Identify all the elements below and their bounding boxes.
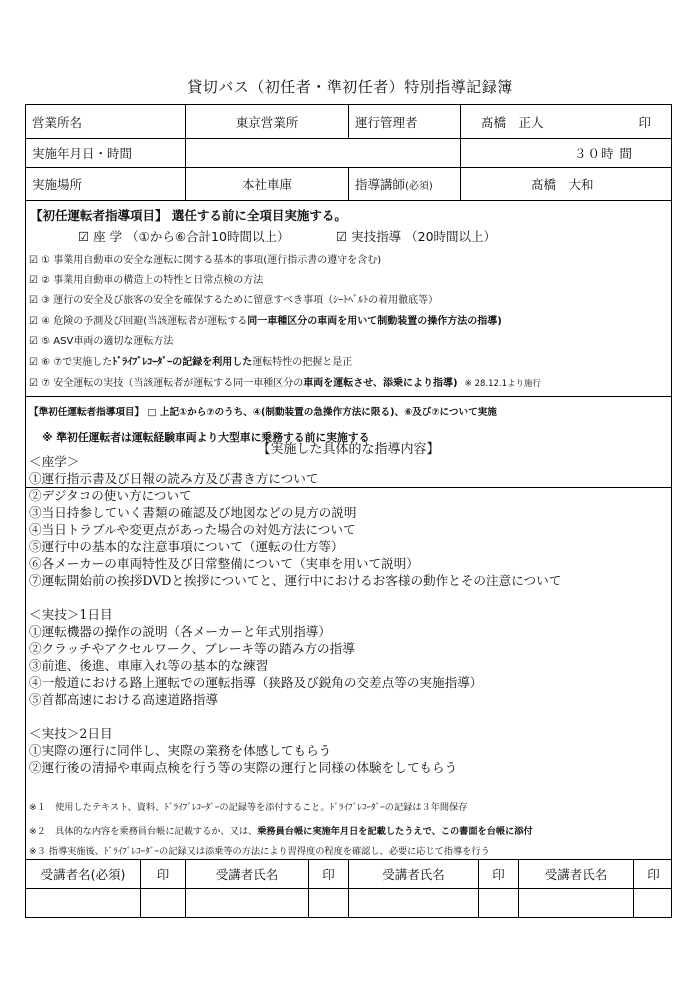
date-value [186,139,461,167]
signature-header-row [26,859,671,888]
item-6: ☑ ⑥ ⑦で実施したﾄﾞﾗｲﾌﾞﾚｺｰﾀﾞｰの記録を利用した運転特性の把握と是正 [29,357,353,368]
manager-field [461,105,673,138]
sig-seal-field[interactable] [141,889,186,917]
instructor-value: 髙橋 大和 [531,177,594,192]
office-label: 営業所名 [26,105,186,138]
items-divider [26,396,671,397]
content-line: ④当日トラブルや変更点があった場合の対処方法について [29,522,356,537]
note-1: ※１ 使用したテキスト、資料、ﾄﾞﾗｲﾌﾞﾚｺｰﾀﾞｰの記録等を添付すること。ﾄﾞﾗｲﾌﾞﾚｺｰﾀﾞｰの記録は３年間保存 [29,802,468,813]
instructor-label: 指導講師 [355,177,406,192]
content-line: ＜座学＞ [29,454,80,469]
item-7-bold: 車両を運転させ、添乗により指導) [303,378,458,389]
content-line: ⑤首都高速における高速道路指導 [29,692,218,707]
signature-input-row [26,888,671,917]
item-5: ☑ ⑤ ASV車両の適切な運転方法 [29,336,174,347]
sig-seal: 印 [479,860,519,888]
sig-col2-label: 受講者氏名 [186,860,309,888]
office-value: 東京営業所 [186,105,349,138]
content-line: ①運行指示書及び日報の読み方及び書き方について [29,471,319,486]
sig-seal: 印 [309,860,349,888]
manager-label: 運行管理者 [349,105,461,138]
manager-seal: 印 [638,114,651,130]
practice-check: ☑ 実技指導 （20時間以上） [336,229,497,244]
content-line: ③前進、後進、車庫入れ等の基本的な練習 [29,658,269,673]
note-3: ※３ 指導実施後、ﾄﾞﾗｲﾌﾞﾚｺｰﾀﾞｰの記録又は添乗等の方法により習得度の程度を確認し、必要に応じて指導を行う [29,846,490,857]
sig-seal-field[interactable] [479,889,519,917]
record-form [25,104,672,918]
content-line: ①運転機器の操作の説明（各メーカーと年式別指導） [29,624,331,639]
items-heading: 【初任運転者指導項目】 選任する前に全項目実施する。 [30,208,347,223]
content-line: ①実際の運行に同伴し、実際の業務を体感してもらう [29,743,332,758]
item-3: ☑ ③ 運行の安全及び旅客の安全を確保するために留意すべき事項（ｼｰﾄﾍﾞﾙﾄの着用徹底等） [29,295,439,306]
content-line: ⑦運転開始前の挨拶DVDと挨拶についてと、運行中におけるお客様の動作とその注意について [29,573,562,588]
content-line: ②運行後の清掃や車両点検を行う等の実際の運行と同様の体験をしてもらう [29,760,458,775]
sub-note: ※ 準初任運転者は運転経験車両より大型車に乗務する前に実施する [42,431,370,444]
sig-field[interactable] [519,889,634,917]
header-row-place [26,168,671,201]
item-7-tail: ※ 28.12.1より施行 [464,379,542,389]
content-line: ②クラッチやアクセルワーク、ブレーキ等の踏み方の指導 [29,641,355,656]
sig-field[interactable] [349,889,479,917]
instructor-label-cell [349,168,461,200]
sig-col1-label: 受講者名(必須) [26,860,141,888]
sig-seal-field[interactable] [309,889,349,917]
sig-field[interactable] [26,889,141,917]
content-line: ⑥各メーカーの車両特性及び日常整備について（実車を用いて説明） [29,556,419,571]
lecture-check: ☑ 座 学 （①から⑥合計10時間以上） [78,229,290,244]
content-line: ＜実技＞1日目 [29,607,113,622]
header-row-date [26,139,671,168]
item-4-bold: 同一車種区分の車両を用いて制動装置の操作方法の指導) [247,316,502,327]
item-4-text: ☑ ④ 危険の予測及び回避(当該運転者が運転する [29,316,248,327]
place-value: 本社車庫 [186,168,349,200]
sig-seal: 印 [647,867,660,882]
content-line: ③当日持参していく書類の確認及び地図などの見方の説明 [29,505,357,520]
document-title: 貸切バス（初任者・準初任者）特別指導記録簿 [187,78,513,96]
item-2: ☑ ② 事業用自動車の構造上の特性と日常点検の方法 [29,275,264,286]
content-line: ＜実技＞2日目 [29,726,113,741]
instructor-required: (必須) [405,180,433,192]
content-line: ⑤運行中の基本的な注意事項について（運転の仕方等） [29,539,344,554]
header-row-office [26,105,671,139]
place-label: 実施場所 [26,168,186,200]
sub-heading: 【準初任運転者指導項目】 □ 上記①から⑦のうち、④(制動装置の急操作方法に限る)、⑥及び⑦について実施 [29,407,497,418]
sig-col3-label: 受講者氏名 [349,860,479,888]
content-line: ④一般道における路上運転での運転指導（狭路及び鋭角の交差点等の実施指導） [29,675,483,690]
item-1: ☑ ① 事業用自動車の安全な運転に関する基本的事項(運行指示書の遵守を含む) [29,255,382,266]
sig-field[interactable] [186,889,309,917]
note-2-text: ※２ 具体的な内容を乗務員台帳に記載するか、又は、 [29,826,258,837]
item-7-text: ☑ ⑦ 安全運転の実技（当該運転者が運転する同一車種区分の [29,378,304,389]
sig-seal: 印 [141,860,186,888]
item-7 [29,374,541,389]
item-4 [29,312,502,327]
sig-seal-field[interactable] [634,889,673,917]
content-line: ②デジタコの使い方について [29,488,192,503]
note-2-bold: 乗務員台帳に実施年月日を記載したうえで、この書面を台帳に添付 [257,826,533,837]
note-2 [29,823,533,837]
sig-col4-label: 受講者氏名 [519,860,634,888]
manager-value: 髙橋 正人 [481,114,544,130]
item-6-bold: ﾄﾞﾗｲﾌﾞﾚｺｰﾀﾞｰの記録を利用した [112,357,253,368]
date-label: 実施年月日・時間 [26,139,186,167]
content-heading: 【実施した具体的な指導内容】 [257,442,440,457]
hours-value: ３０時 間 [574,146,633,161]
